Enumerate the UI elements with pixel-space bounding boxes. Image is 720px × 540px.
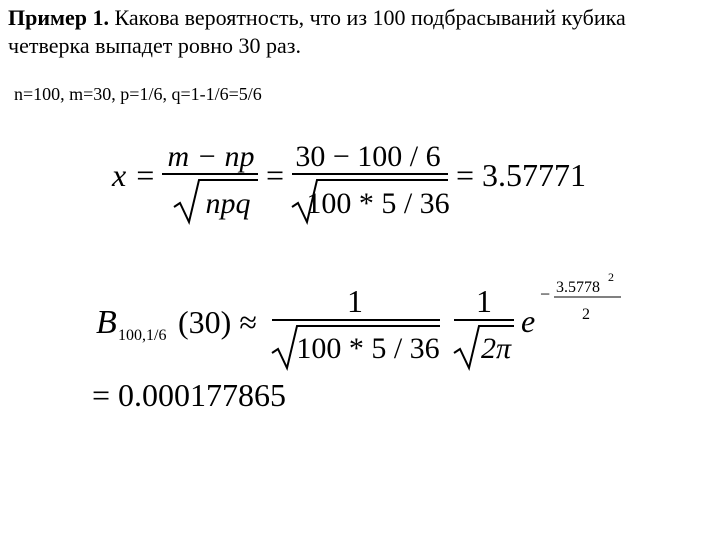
problem-text: Какова вероятность, что из 100 подбрасываний кубика четверка выпадет ровно 30 раз.: [8, 5, 626, 58]
formula-z-score: [111, 140, 586, 222]
formula1-frac1-numerator: m − np: [167, 140, 255, 173]
formula2-frac1-denominator: 100 * 5 / 36: [296, 332, 440, 365]
formula2-exp-power: 2: [608, 270, 614, 284]
formula2-exp-minus: −: [540, 284, 551, 304]
given-parameters: n=100, m=30, p=1/6, q=1-1/6=5/6: [14, 84, 262, 104]
formula2-result: = 0.000177865: [92, 377, 287, 413]
formula1-frac2-numerator: 30 − 100 / 6: [295, 140, 441, 173]
formula2-exp-numerator: 3.5778: [556, 279, 600, 296]
example-label: Пример 1.: [8, 5, 110, 30]
formula-local-laplace: [92, 270, 621, 413]
formula2-arg: (30) ≈: [178, 304, 257, 340]
formula1-frac2-denominator: 100 * 5 / 36: [306, 187, 450, 220]
formula2-frac2-denominator: 2π: [480, 332, 512, 365]
formula1-lhs: x =: [112, 157, 156, 193]
formula2-frac2-numerator: 1: [476, 283, 492, 319]
formula1-equals: =: [266, 157, 285, 193]
formula2-e: e: [521, 303, 536, 339]
formula2-B: B: [96, 304, 117, 341]
formula2-B-subscript: 100,1/6: [118, 327, 167, 344]
formula1-result: = 3.57771: [456, 157, 587, 193]
formula2-exp-denominator: 2: [582, 306, 590, 323]
formula2-frac1-numerator: 1: [347, 283, 363, 319]
formula1-frac1-denominator: npq: [205, 187, 251, 220]
